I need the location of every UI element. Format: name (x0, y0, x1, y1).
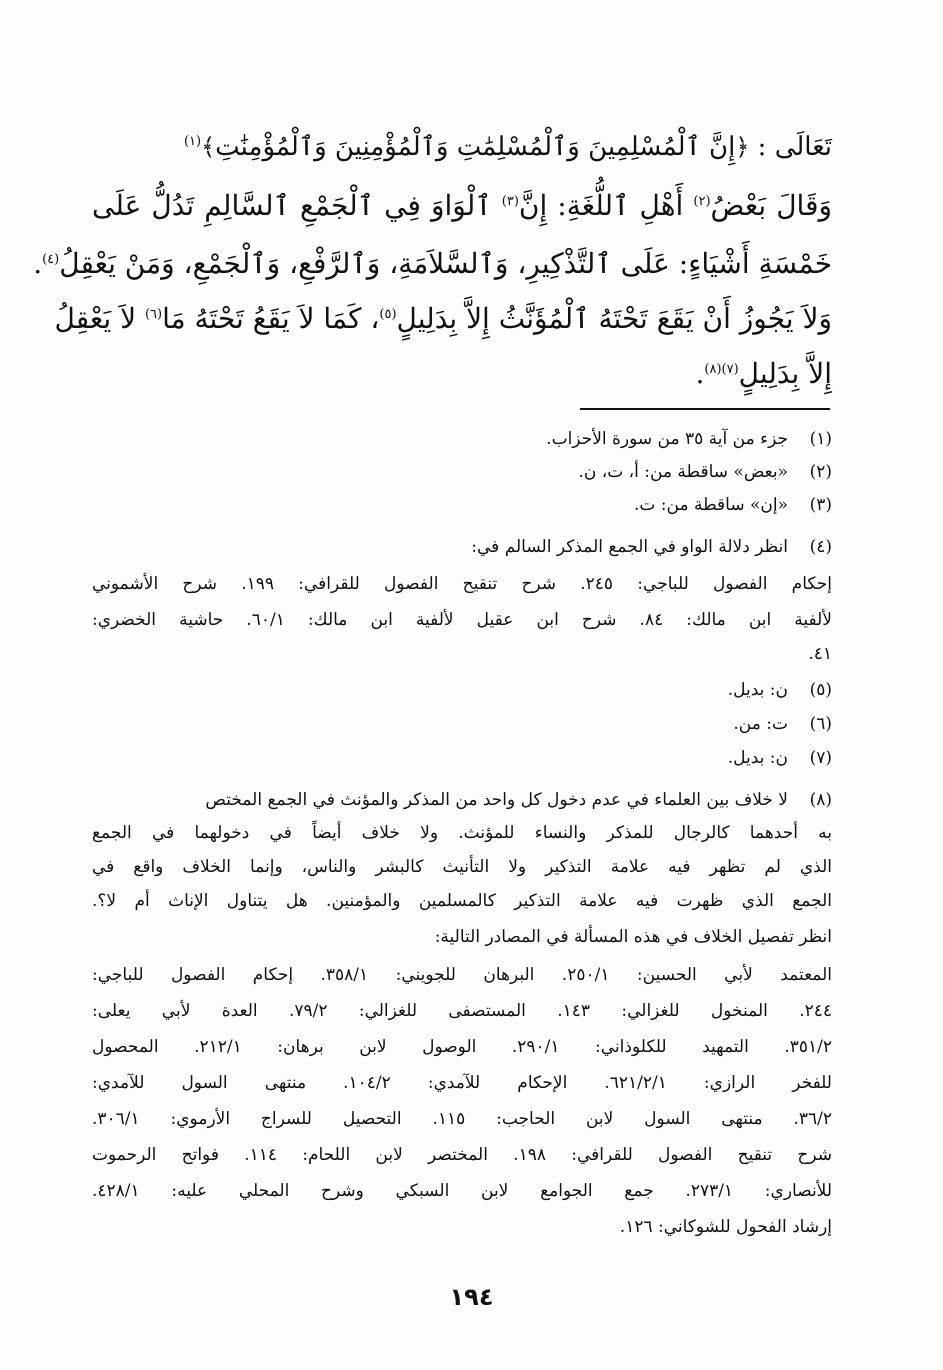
footnote-text: ن: بديل. (727, 680, 788, 700)
footnote-number: (٣) (809, 495, 832, 515)
source-line: إرشاد الفحول للشوكاني: ١٢٦. (619, 1217, 832, 1237)
verse-close-bracket: ﴾ (201, 133, 216, 161)
footnote-ref: (٤) (42, 252, 60, 267)
footnote-text: ن: بديل. (727, 748, 788, 768)
body-text: لاَ يَعْقِلُ (54, 302, 137, 335)
source-line: للفخر الرازي: ٦٢١/٢/١. الإحكام للآمدي: ١٠٤/٢. منتهى السول للآمدي: (92, 1073, 832, 1093)
footnote-4-line: إحكام الفصول للباجي: ٢٤٥. شرح تنقيح الفصول للقرافي: ١٩٩. شرح الأشموني (92, 574, 832, 594)
footnote-ref: (٨) (704, 362, 722, 377)
body-text: وَلاَ يَجُوزُ أَنْ يَقَعَ تَحْتَهُ ٱلْمُؤَنَّثُ إِلاَّ بِدَلِيلٍ (396, 302, 832, 335)
footnote-number: (٧) (809, 748, 832, 768)
footnote-number: (٦) (809, 714, 832, 734)
body-text: خَمْسَةِ أَشْيَاءٍ: عَلَى ٱلتَّذْكِيرِ، وَٱلسَّلاَمَةِ، وَٱلرَّفْعِ، وَٱلْجَمْعِ، وَمَنْ يَعْقِلُ (59, 247, 832, 280)
footnote-text: «بعض» ساقطة من: أ، ت، ن. (578, 462, 788, 482)
body-line-3 (54, 295, 832, 339)
footnote-text: «إن» ساقطة من: ت. (633, 495, 788, 515)
footnote-ref: (٧) (721, 362, 739, 377)
source-line: ٢٤٤. المنخول للغزالي: ١٤٣. المستصفى للغزالي: ٧٩/٢. العدة لأبي يعلى: (92, 1001, 833, 1021)
footnote-4 (92, 532, 832, 562)
footnote-ref: (٦) (144, 307, 163, 322)
source-line: شرح تنقيح الفصول للقرافي: ١٩٨. المختصر لابن اللحام: ١١٤. فواتح الرحموت (92, 1145, 832, 1165)
footnote-8-line: انظر تفصيل الخلاف في هذه المسألة في المصادر التالية: (434, 927, 832, 947)
footnote-number: (٥) (809, 680, 832, 700)
footnote-ref: (٢) (693, 194, 711, 209)
footnote-ref: (٥) (379, 307, 397, 322)
body-text: . (33, 247, 43, 280)
body-line-4 (92, 350, 832, 394)
source-line: المعتمد لأبي الحسين: ٢٥٠/١. البرهان للجويني: ٣٥٨/١. إحكام الفصول للباجي: (92, 965, 833, 985)
body-text: ، كَمَا لاَ يَقَعُ تَحْتَهُ مَا (162, 302, 380, 335)
footnote-ref: (٣) (501, 194, 519, 209)
verse-text: إِنَّ ٱلْمُسْلِمِينَ وَٱلْمُسْلِمَٰتِ وَٱلْمُؤْمِنِينَ وَٱلْمُؤْمِنَٰتِ (215, 132, 736, 162)
source-line: للأنصاري: ٢٧٣/١. جمع الجوامع لابن السبكي وشرح المحلي عليه: ٤٢٨/١. (92, 1181, 833, 1201)
body-text: . (695, 357, 705, 390)
footnote-8-line: به أحدهما كالرجال للمذكر والنساء للمؤنث. ولا خلاف أيضاً في دخولهما في الجمع (92, 823, 832, 843)
verse-open-bracket: ﴿ (735, 133, 750, 161)
footnote-number: (٢) (809, 462, 832, 482)
footnote-number: (١) (809, 429, 832, 449)
footnote-text: لا خلاف بين العلماء في عدم دخول كل واحد من المذكر والمؤنث في الجمع المختص (205, 790, 788, 810)
footnote-8-line: الذي لم تظهر فيه علامة التذكير ولا التأنيث كالبشر والناس، وإنما الخلاف واقع في (92, 857, 832, 877)
footnote-ref: (١) (183, 134, 202, 149)
footnote-text: جزء من آية ٣٥ من سورة الأحزاب. (546, 429, 788, 449)
footnote-3 (92, 490, 832, 520)
footnote-8 (92, 785, 832, 815)
footnote-4-line: لألفية ابن مالك: ٨٤. شرح ابن عقيل لألفية ابن مالك: ٦٠/١. حاشية الخضري: (92, 610, 832, 630)
body-line-1 (92, 182, 832, 226)
footnote-8-line: الجمع الذي ظهرت فيه علامة التذكير كالمسلمين والمؤمنين. هل يتناول الإناث أم لا؟. (92, 891, 832, 911)
verse-lead: تَعَالَى : (757, 132, 832, 162)
source-line: ٣٥١/٢. التمهيد للكلوذاني: ٢٩٠/١. الوصول لابن برهان: ٢١٢/١. المحصول (92, 1037, 833, 1057)
footnote-4-line: ٤١. (808, 644, 832, 664)
footnote-text: انظر دلالة الواو في الجمع المذكر السالم في: (471, 537, 788, 557)
body-line-2 (33, 240, 832, 284)
footnote-5 (92, 675, 832, 705)
body-text: ٱلْوَاوَ فِي ٱلْجَمْعِ ٱلسَّالِمِ تَدُلُّ عَلَى (92, 189, 492, 222)
body-text: أَهْلِ ٱللُّغَةِ: إِنَّ (518, 189, 684, 222)
source-line: ٣٦/٢. منتهى السول لابن الحاجب: ١١٥. التحصيل للسراج الأرموي: ٣٠٦/١. (92, 1109, 832, 1129)
footnote-7 (92, 743, 832, 773)
footnote-text: ت: من. (733, 714, 788, 734)
footnote-1 (92, 424, 832, 454)
verse-line (180, 122, 832, 167)
footnote-number: (٤) (809, 537, 832, 557)
body-text: إِلاَّ بِدَلِيلٍ (738, 357, 832, 390)
footnote-2 (92, 457, 832, 487)
footnote-separator (580, 408, 830, 410)
body-text: وَقَالَ بَعْضُ (710, 189, 832, 222)
footnote-number: (٨) (809, 790, 832, 810)
footnote-6 (92, 709, 832, 739)
page-number: ١٩٤ (449, 1283, 494, 1311)
